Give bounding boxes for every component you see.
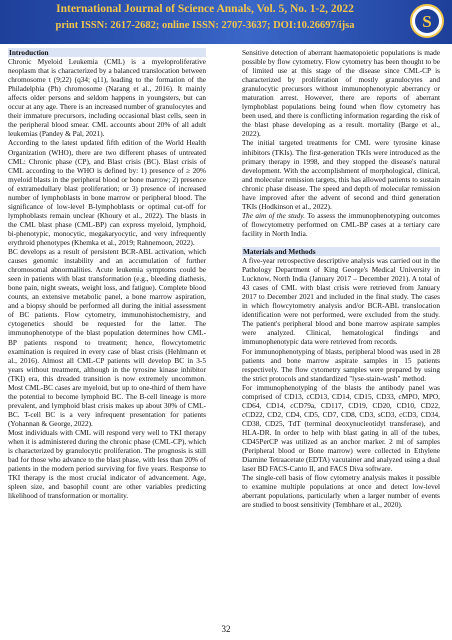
- aim-text: To assess the immunophenotyping outcomes of flowcytometry performed on CML-BP cases at a tertiary care facility in North India.: [242, 210, 440, 238]
- intro-paragraph-1: Chronic Myeloid Leukemia (CML) is a myeloproliferative neoplasm that is characterized by a balanced translocation between chromosome t (9;22) (q34; q11), leading to the formation of the Philadelphia (Ph) chromosome (Narang et al., 2016). It mainly affects older persons and seldom happens in youngsters, but can occur at any age. There is an increased number of granulocytes and their immature precursors, including occasional blast cells, seen in the peripheral blood smear. CML accounts about 20% of all adult leukemias (Pandey & Pal, 2021).: [8, 57, 206, 139]
- methods-paragraph-2: For immunophenotyping of blasts, peripheral blood was used in 28 patients and bone marrow aspirate samples in 15 patients respectively. The flow cytometry samples were prepared by using the strict protocols and standardized "lyse-stain-wash" method.: [242, 346, 440, 383]
- intro-paragraph-6: The initial targeted treatments for CML were tyrosine kinase inhibitors (TKIs). The first-generation TKIs were introduced as the primary therapy in 1998, and they stopped the disease's natural development. With the accomplishment of morphological, clinical, and molecular remission targets, this has allowed patients to sustain chronic phase disease. The speed and depth of molecular remission have improved after the advent of second and third generation TKIs (Hodkinson et al., 2022).: [242, 138, 440, 211]
- journal-header-band: [0, 0, 452, 44]
- methods-paragraph-1: A five-year retrospective descriptive analysis was carried out in the Pathology Department of King George's Medical University in Lucknow, North India (January 2017 – December 2021). A total of 43 cases of CML with blast crisis were retrieved from January 2017 to December 2021 and included in the final study. The cases in which flowcytometry analysis and/or BCR-ABL translocation identification were not performed, were excluded from the study. The patient's peripheral blood and bone marrow aspirate samples were analyzed. Clinical, hematological findings and immunophenotypic data were retrieved from records.: [242, 256, 440, 347]
- svg-text:S: S: [422, 12, 432, 31]
- intro-paragraph-5: Sensitive detection of aberrant haematopoietic populations is made possible by flow cytometry. Flow cytometry has been thought to be of limited use at this stage of the disease since CML-CP is characterized by proliferation of mostly granulocytes and granulocytic precursors without immunophenotypic aberrancy or maturation arrest. However, there are reports of aberrant lymphoblast populations being found when flow cytometry has been used, and there is conflicting information regarding the risk of the blast phase developing as a result. mortality (Barge et al., 2022).: [242, 48, 440, 139]
- intro-paragraph-2: According to the latest updated fifth edition of the World Health Organization (WHO), there are two different phases of untreated CML: Chronic phase (CP), and Blast crisis (BC). Blast crisis of CML according to the WHO is defined by: 1) presence of ≥ 20% myeloid blasts in the peripheral blood or bone marrow; 2) presence of extramedullary blast proliferation; or 3) presence of increased number of lymphoblasts in bone marrow or peripheral blood. The significance of low-level B-lymphoblasts or optimal cut-off for lymphoblasts remain unclear (Khoury et al., 2022). The blasts in the CML blast phase (CML-BP) can express myeloid, lymphoid, bi-phenotypic, monocytic, megakaryocytic, and very infrequently erythroid phenotypes (Khemka et al., 2019; Rahnemoon, 2022).: [8, 138, 206, 247]
- page-number: 32: [221, 624, 231, 634]
- section-heading-methods: Materials and Methods: [242, 247, 440, 256]
- right-column: [242, 48, 440, 509]
- intro-paragraph-4: Most individuals with CML will respond very well to TKI therapy when it is administered during the chronic phase (CML-CP), which is characterized by granulocytic proliferation. The prognosis is still bad for those who advance to the blast phase, with less than 20% of patients in the modern period surviving for five years. Response to TKI therapy is the most crucial indicator of advancement. Age, spleen size, and basophil count are other variables predicting likelihood of transformation or mortality.: [8, 427, 206, 501]
- journal-issn-line: print ISSN: 2617-2682; online ISSN: 2707-3637; DOI:10.26697/ijsa: [55, 20, 355, 31]
- left-column: [8, 48, 206, 500]
- aim-label: The aim of the study.: [242, 210, 305, 220]
- aim-paragraph: [242, 211, 440, 238]
- journal-logo-s-icon: [410, 4, 444, 38]
- journal-title: International Journal of Science Annals, Vol. 5, No. 1-2, 2022: [56, 3, 354, 15]
- section-heading-introduction: Introduction: [8, 48, 206, 57]
- intro-paragraph-3: BC develops as a result of persistent BCR-ABL activation, which causes genomic instability and an accumulation of further chromosomal abnormalities. Acute leukemia symptoms could be seen in patients with blast transformation (e.g., bleeding diathesis, bone pain, night sweats, weight loss, and fatigue). Complete blood counts, an extensive metabolic panel, a bone marrow aspiration, and a biopsy should be performed all during the initial assessment of BC patients. Flow cytometry, immunohistochemistry, and cytogenetics should be requested for the latter. The immunophenotype of the blast population determines how CML-BP patients respond to treatment; hence, flowcytometric examination is required in every case of blast crisis (Hehlmann et al., 2016). Almost all CML-CP patients will develop BC in 3-5 years without treatment, although in the tyrosine kinase inhibitor (TKI) era, this dreaded transition is now extremely uncommon. Most CML-BC cases are myeloid, but up to one-third of them have the potential to become lymphoid BC. The B-cell lineage is more prevalent, and lymphoid blast crisis makes up about 30% of CML-BC. T-cell BC is a very infrequent presentation for patients (Yohannan & George, 2022).: [8, 247, 206, 428]
- methods-paragraph-4: The single-cell basis of flow cytometry analysis makes it possible to examine multiple populations at once and detect low-level aberrant populations, particularly when a larger number of events are studied to boost sensitivity (Tembhare et al., 2020).: [242, 473, 440, 510]
- methods-paragraph-3: For immunophenotyping of the blasts the antibody panel was comprised of CD13, cCD13, CD14, CD15, CD33, cMPO, MPO, CD64, CD14, cCD79a, CD117, CD19, CD20, CD10, CD22, cCD22, CD2, CD4, CD5, CD7, CD8, CD3, sCD3, cCD3, CD34, CD38, CD25, TdT (terminal deoxynucleotidyl transferase), and HLA-DR. In order to help with blast gating in all of the tubes, CD45PerCP was utilized as an anchor marker. 2 ml of samples (Peripheral blood or Bone marrow) were collected in Ethylene Diamine Tetraacetate (EDTA) vacutainer and analyzed using a dual laser BD FACS-Canto II, and FACS Diva software.: [242, 382, 440, 474]
